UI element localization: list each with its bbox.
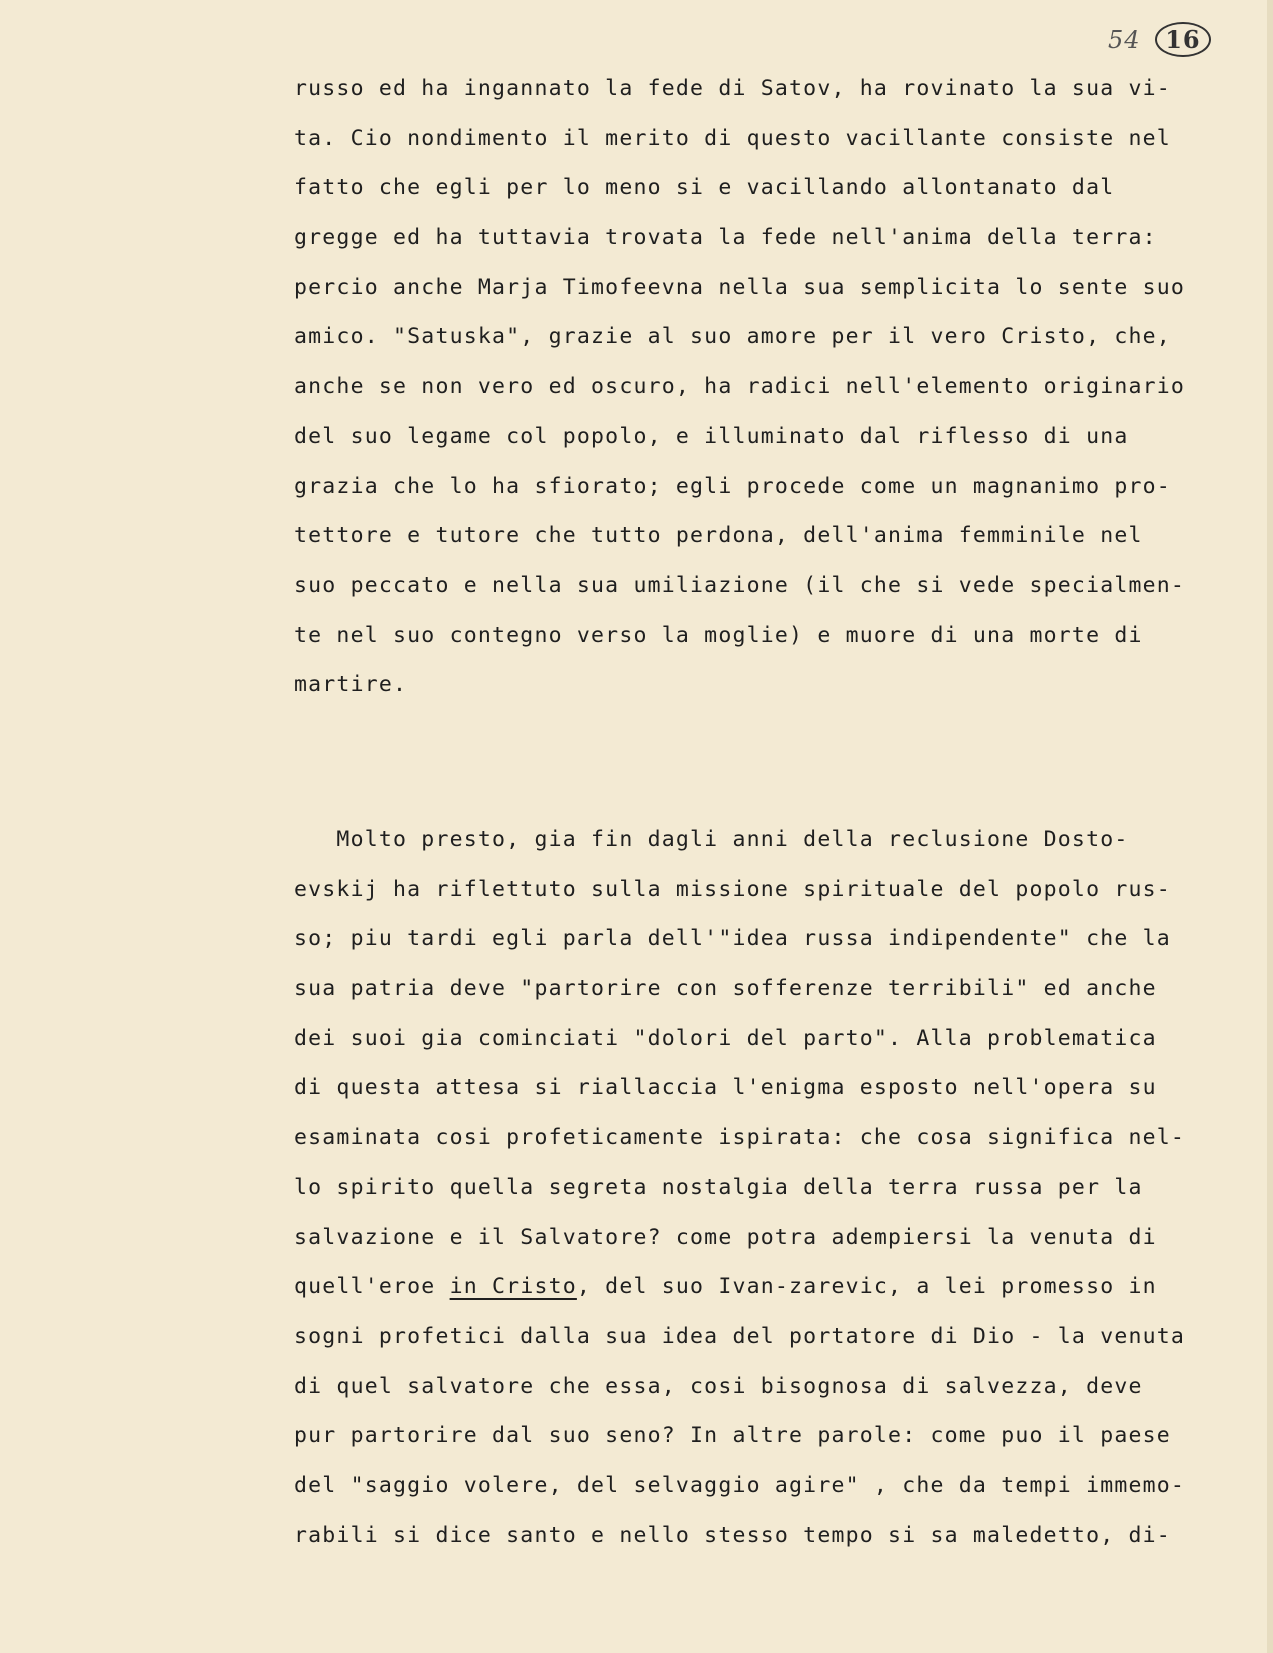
text-line: pur partorire dal suo seno? In altre parole: come puo il paese xyxy=(294,1423,1171,1449)
text-line: esaminata cosi profeticamente ispirata: che cosa significa nel- xyxy=(294,1125,1186,1151)
circled-page-number: 16 xyxy=(1155,22,1210,57)
text-line: te nel suo contegno verso la moglie) e muore di una morte di xyxy=(294,622,1143,648)
text-line: amico. "Satuska", grazie al suo amore per il vero Cristo, che, xyxy=(294,324,1171,350)
text-line: grazia che lo ha sfiorato; egli procede come un magnanimo pro- xyxy=(294,473,1171,499)
text-line: gregge ed ha tuttavia trovata la fede nell'anima della terra: xyxy=(294,225,1157,251)
text-line: ta. Cio nondimento il merito di questo vacillante consiste nel xyxy=(294,125,1171,151)
text-line: martire. xyxy=(294,672,408,698)
text-line: anche se non vero ed oscuro, ha radici nell'elemento originario xyxy=(294,374,1186,400)
folio-number: 54 xyxy=(1108,26,1141,54)
text-line: lo spirito quella segreta nostalgia della terra russa per la xyxy=(294,1174,1143,1200)
line-end: , del suo Ivan-zarevic, a lei promesso in xyxy=(576,1274,1157,1300)
text-line-with-underline xyxy=(294,1262,1185,1312)
text-line: rabili si dice santo e nello stesso tempo si sa maledetto, di- xyxy=(294,1522,1171,1548)
text-line: di questa attesa si riallaccia l'enigma esposto nell'opera su xyxy=(294,1075,1157,1101)
text-line: russo ed ha ingannato la fede di Satov, ha rovinato la sua vi- xyxy=(294,76,1171,101)
text-line: fatto che egli per lo meno si e vacillando allontanato dal xyxy=(294,175,1115,201)
text-line: percio anche Marja Timofeevna nella sua semplicita lo sente suo xyxy=(294,274,1186,300)
text-line: Molto presto, gia fin dagli anni della reclusione Dosto- xyxy=(294,827,1129,852)
text-line: sua patria deve "partorire con sofferenze terribili" ed anche xyxy=(294,976,1157,1002)
paragraph-2 xyxy=(294,815,1185,1560)
underlined-phrase: in Cristo xyxy=(449,1274,577,1300)
text-line: evskij ha riflettuto sulla missione spirituale del popolo rus- xyxy=(294,876,1171,902)
text-line: sogni profetici dalla sua idea del portatore di Dio - la venuta xyxy=(294,1323,1186,1349)
text-line: del "saggio volere, del selvaggio agire" , che da tempi immemo- xyxy=(294,1472,1186,1498)
text-line: del suo legame col popolo, e illuminato dal riflesso di una xyxy=(294,423,1129,449)
text-line: salvazione e il Salvatore? come potra adempiersi la venuta di xyxy=(294,1224,1157,1250)
text-line: suo peccato e nella sua umiliazione (il che si vede specialmen- xyxy=(294,572,1186,598)
text-line: so; piu tardi egli parla dell'"idea russa indipendente" che la xyxy=(294,926,1171,952)
text-line: di quel salvatore che essa, cosi bisognosa di salvezza, deve xyxy=(294,1373,1143,1399)
line-start: quell'eroe xyxy=(294,1274,450,1300)
page-number xyxy=(1108,22,1211,57)
text-line: dei suoi gia cominciati "dolori del parto". Alla problematica xyxy=(294,1025,1157,1051)
text-line: tettore e tutore che tutto perdona, dell'anima femminile nel xyxy=(294,523,1143,549)
paragraph-1 xyxy=(294,64,1185,710)
